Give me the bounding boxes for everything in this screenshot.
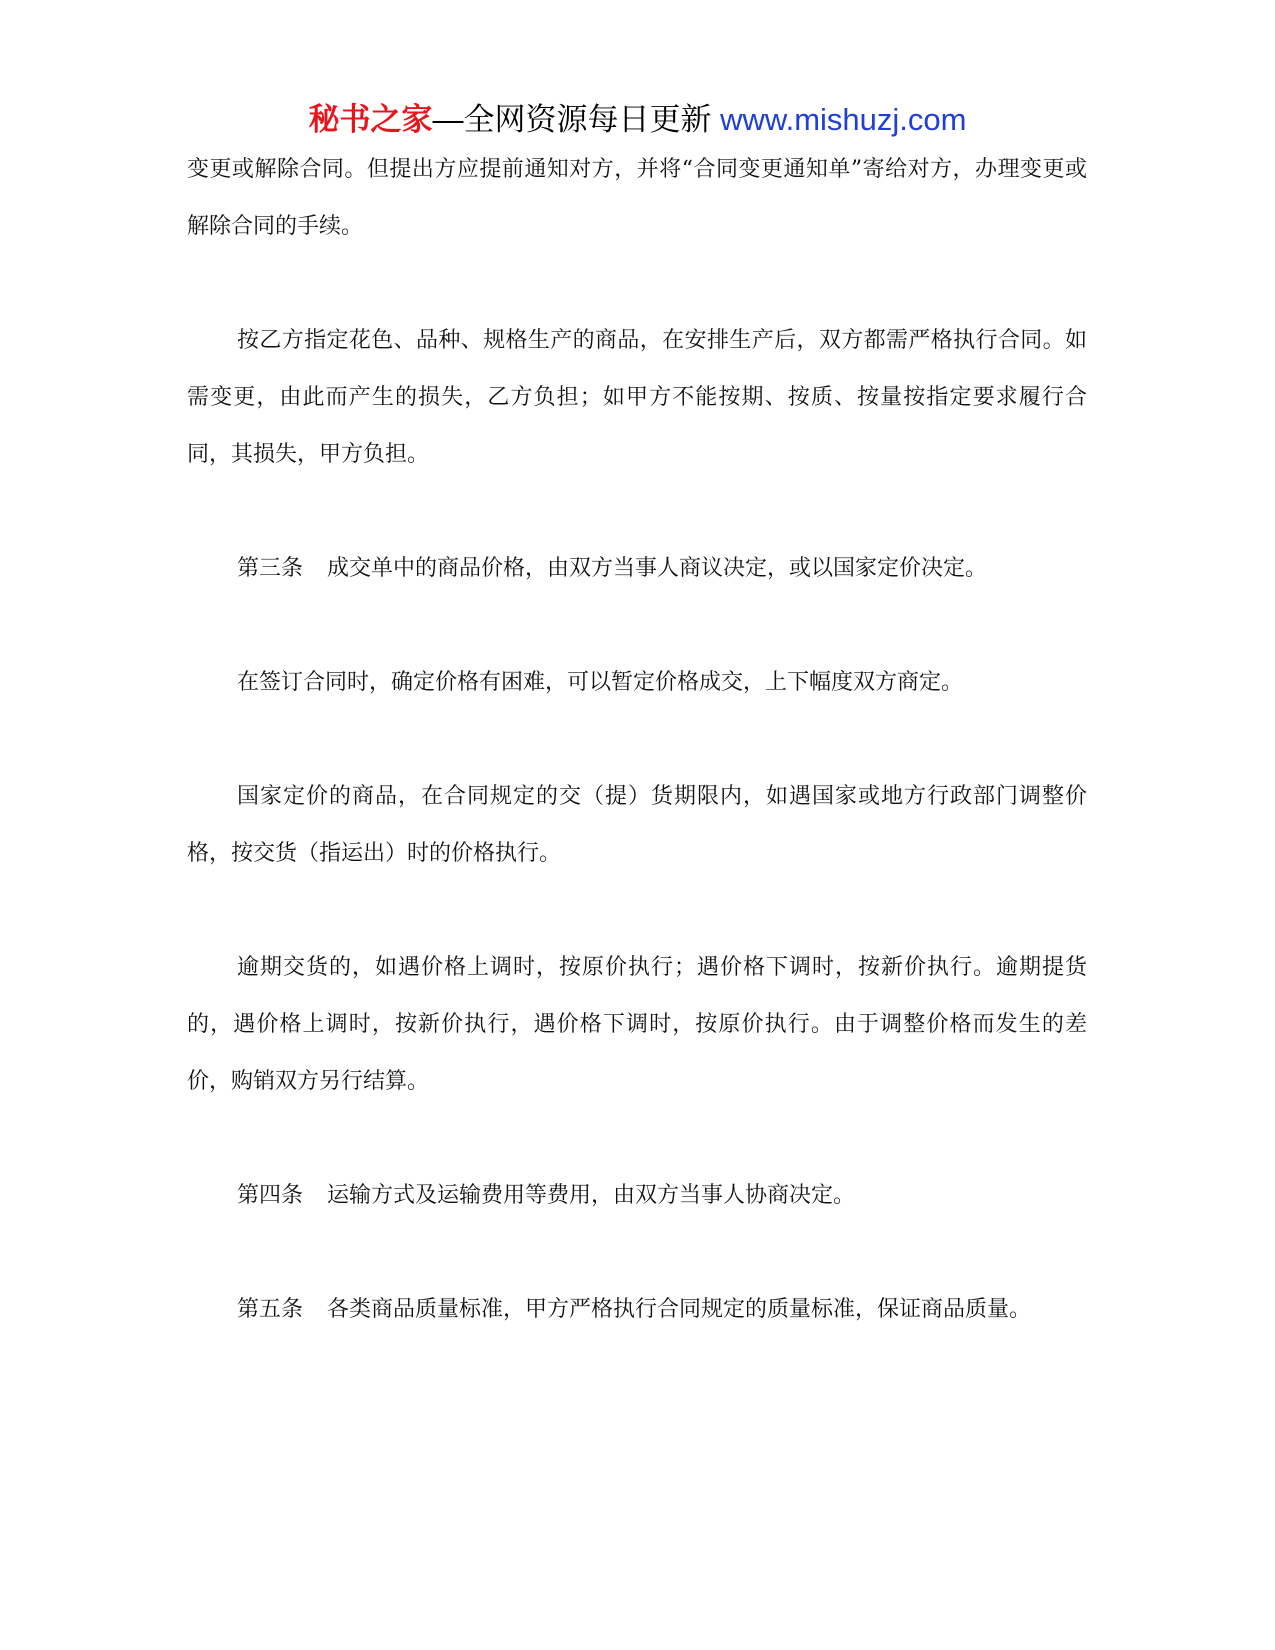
paragraph: [187, 312, 1087, 483]
site-header: [0, 100, 1275, 140]
header-brand: 秘书之家: [308, 102, 433, 137]
paragraph-continuation: [187, 141, 1087, 255]
paragraph-text: 成交单中的商品价格，由双方当事人商议决定，或以国家定价决定。: [327, 556, 988, 581]
paragraph: [187, 654, 1087, 711]
paragraph-text: 按乙方指定花色、品种、规格生产的商品，在安排生产后，双方都需严格执行合同。如需变更，由此而产生的损失，乙方负担；如甲方不能按期、按质、按量按指定要求履行合同，其损失，甲方负担。: [187, 328, 1087, 467]
article-label: 第三条: [237, 556, 304, 581]
article-4: [187, 1167, 1087, 1224]
paragraph-text: 逾期交货的，如遇价格上调时，按原价执行；遇价格下调时，按新价执行。逾期提货的，遇价格上调时，按新价执行，遇价格下调时，按原价执行。由于调整价格而发生的差价，购销双方另行结算。: [187, 955, 1087, 1094]
paragraph-text: 各类商品质量标准，甲方严格执行合同规定的质量标准，保证商品质量。: [327, 1297, 1032, 1322]
paragraph-text: 国家定价的商品，在合同规定的交（提）货期限内，如遇国家或地方行政部门调整价格，按交货（指运出）时的价格执行。: [187, 784, 1087, 866]
paragraph-text: 在签订合同时，确定价格有困难，可以暂定价格成交，上下幅度双方商定。: [237, 670, 964, 695]
article-3: [187, 540, 1087, 597]
paragraph: [187, 768, 1087, 882]
paragraph: [187, 939, 1087, 1110]
article-label: 第五条: [237, 1297, 304, 1322]
document-body: [187, 141, 1087, 1395]
header-slogan: —全网资源每日更新: [432, 102, 712, 137]
article-5: [187, 1281, 1087, 1338]
paragraph-text: 运输方式及运输费用等费用，由双方当事人协商决定。: [327, 1183, 856, 1208]
header-url-link[interactable]: www.mishuzj.com: [720, 102, 967, 137]
article-label: 第四条: [237, 1183, 304, 1208]
paragraph-text: 变更或解除合同。但提出方应提前通知对方，并将“合同变更通知单”寄给对方，办理变更或解除合同的手续。: [187, 157, 1087, 239]
